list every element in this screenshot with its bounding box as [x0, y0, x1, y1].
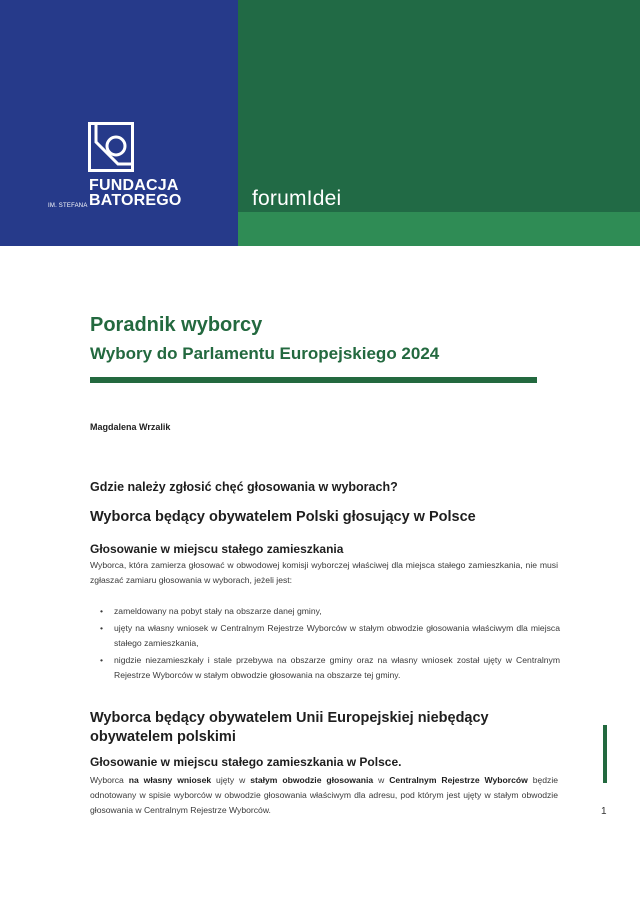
page-subtitle: Wybory do Parlamentu Europejskiego 2024 — [90, 344, 440, 363]
program-name: forumIdei — [252, 187, 342, 210]
section1-heading: Wyborca będący obywatelem Polski głosujący w Polsce — [90, 509, 476, 525]
paragraph-text: Wyborca — [90, 775, 129, 785]
title-rule — [90, 377, 537, 383]
paragraph-text: ujęty w — [211, 775, 251, 785]
paragraph-bold: Centralnym Rejestrze Wyborców — [389, 775, 528, 785]
paragraph-text: w — [373, 775, 390, 785]
section2-subheading: Głosowanie w miejscu stałego zamieszkania w Polsce. — [90, 755, 402, 769]
list-item: • nigdzie niezamieszkały i stale przebywa na obszarze gminy oraz na własny wniosek został ujęty w Centralnym Rejestrze Wyborców w stałym obwodzie głosowania na obszarze tej gminy. — [100, 653, 560, 683]
foundation-name — [89, 178, 182, 208]
list-item: • zameldowany na pobyt stały na obszarze danej gminy, — [100, 604, 560, 619]
foundation-prefix: IM. STEFANA — [48, 203, 88, 209]
section2-heading: Wyborca będący obywatelem Unii Europejskiej niebędący obywatelem polskimi — [90, 710, 489, 745]
section2-paragraph — [90, 773, 558, 818]
paragraph-bold: na własny wniosek — [128, 775, 212, 785]
paragraph-bold: stałym obwodzie głosowania — [250, 775, 374, 785]
foundation-name-line2: BATOREGO — [89, 192, 182, 209]
section1-subheading: Głosowanie w miejscu stałego zamieszkania — [90, 542, 344, 556]
page-title: Poradnik wyborcy — [90, 314, 263, 336]
paragraph-text: będzie odnotowany w spisie wyborców w obwodzie głosowania właściwym dla adresu, pod którym jest ujęty w stałym obwodzie głosowania w Centralnym Rejestrze Wyborców. — [90, 775, 559, 815]
side-accent-bar — [603, 725, 607, 783]
section-question: Gdzie należy zgłosić chęć głosowania w wyborach? — [90, 480, 398, 494]
page-number: 1 — [601, 806, 607, 817]
section1-bullet-list — [100, 604, 560, 685]
section1-paragraph: Wyborca, która zamierza głosować w obwodowej komisji wyborczej właściwej dla miejsca stałego zamieszkania, nie musi zgłaszać zamiaru głosowania w wyborach, jeżeli jest: — [90, 560, 558, 585]
foundation-logo-icon — [88, 122, 134, 172]
header-banner-green-band — [238, 212, 640, 246]
foundation-name-line1: FUNDACJA — [89, 177, 179, 194]
list-item: • ujęty na własny wniosek w Centralnym Rejestrze Wyborców w stałym obwodzie głosowania właściwym dla miejsca stałego zamieszkania, — [100, 621, 560, 651]
author-name: Magdalena Wrzalik — [90, 422, 171, 432]
